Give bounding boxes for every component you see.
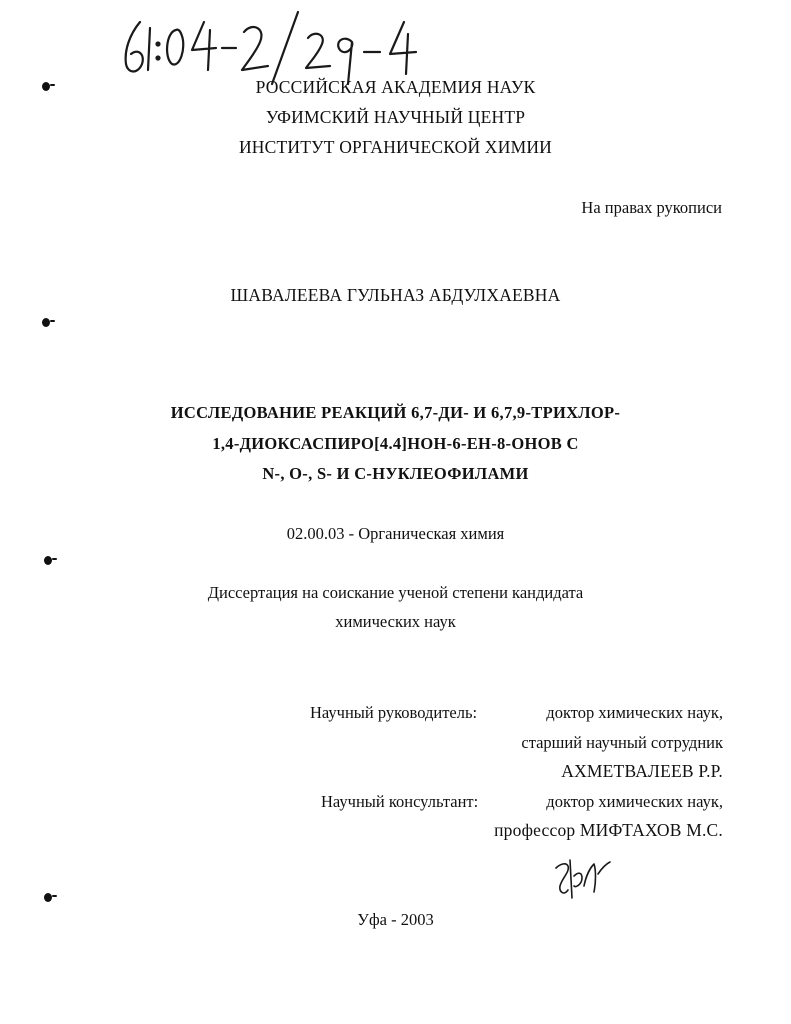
supervisor-label: Научный руководитель: [310, 703, 478, 722]
header-academy: РОССИЙСКАЯ АКАДЕМИЯ НАУК [255, 77, 536, 97]
header-center: УФИМСКИЙ НАУЧНЫЙ ЦЕНТР [265, 107, 526, 127]
specialty-code: 02.00.03 - Органическая химия [286, 524, 505, 543]
consultant-name: профессор МИФТАХОВ М.С. [494, 820, 723, 840]
consultant-label: Научный консультант: [321, 792, 479, 811]
handwritten-archive-code [112, 8, 432, 88]
author-name: ШАВАЛЕЕВА ГУЛЬНАЗ АБДУЛХАЕВНА [230, 285, 561, 305]
rights-note: На правах рукописи [581, 198, 722, 217]
supervisor-name: АХМЕТВАЛЕЕВ Р.Р. [561, 761, 723, 781]
place-year: Уфа - 2003 [357, 910, 434, 929]
thesis-title-line-3: N-, О-, S- И С-НУКЛЕОФИЛАМИ [262, 464, 529, 483]
dissertation-degree-line-2: химических наук [335, 612, 456, 631]
margin-mark-3 [44, 556, 52, 565]
thesis-title-line-2: 1,4-ДИОКСАСПИРО[4.4]НОН-6-ЕН-8-ОНОВ С [212, 434, 579, 453]
dissertation-degree-line-1: Диссертация на соискание ученой степени кандидата [207, 583, 584, 602]
consultant-degree: доктор химических наук, [546, 792, 723, 811]
header-institute: ИНСТИТУТ ОРГАНИЧЕСКОЙ ХИМИИ [238, 137, 553, 157]
margin-mark-2 [42, 318, 50, 327]
thesis-title-line-1: ИССЛЕДОВАНИЕ РЕАКЦИЙ 6,7-ДИ- И 6,7,9-ТРИХЛОР- [170, 403, 621, 422]
signature [548, 846, 618, 904]
margin-mark-4 [44, 893, 52, 902]
supervisor-position: старший научный сотрудник [521, 733, 723, 752]
supervisor-degree: доктор химических наук, [546, 703, 723, 722]
